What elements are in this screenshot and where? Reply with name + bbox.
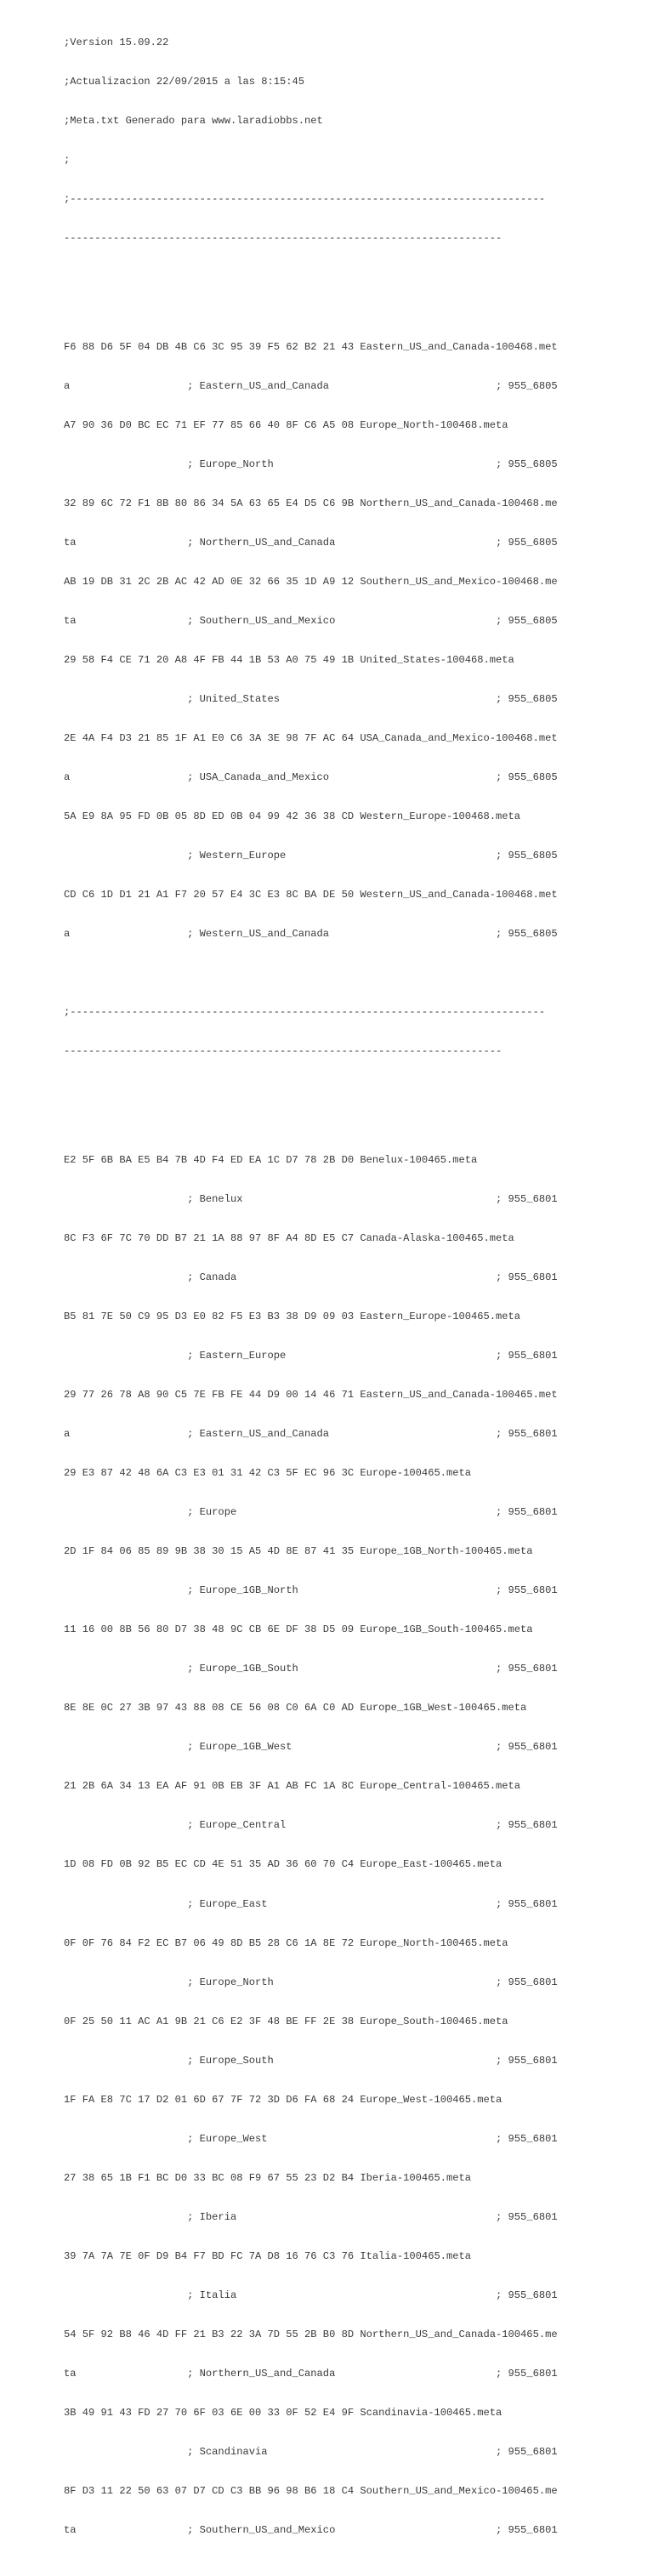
entry-line: 8F D3 11 22 50 63 07 D7 CD C3 BB 96 98 B6 18 C4 Southern_US_and_Mexico-100465.me <box>64 2484 558 2497</box>
header-line: ; <box>64 153 71 166</box>
entry-line: ; Europe_East ; 955_6801 <box>64 1897 558 1910</box>
entry-line: 5A E9 8A 95 FD 0B 05 8D ED 0B 04 99 42 36 38 CD Western_Europe-100468.meta <box>64 810 521 822</box>
entry-line: 39 7A 7A 7E 0F D9 B4 F7 BD FC 7A D8 16 76 C3 76 Italia-100465.meta <box>64 2249 471 2262</box>
entry-line: a ; Western_US_and_Canada ; 955_6805 <box>64 928 558 941</box>
header-line: ;Version 15.09.22 <box>64 36 169 48</box>
entry-line: AB 19 DB 31 2C 2B AC 42 AD 0E 32 66 35 1D A9 12 Southern_US_and_Mexico-100468.me <box>64 575 558 588</box>
section-100465 <box>64 1128 642 2563</box>
text-document <box>64 10 642 2576</box>
entry-line: A7 90 36 D0 BC EC 71 EF 77 85 66 40 8F C6 A5 08 Europe_North-100468.meta <box>64 418 508 431</box>
separator-line: ----------------------------------------------------------------------- <box>64 1045 503 1058</box>
entry-line: 8E 8E 0C 27 3B 97 43 88 08 CE 56 08 C0 6A C0 AD Europe_1GB_West-100465.meta <box>64 1702 527 1714</box>
entry-line: ; Europe_1GB_South ; 955_6801 <box>64 1663 558 1675</box>
entry-line: ; Europe_North ; 955_6801 <box>64 1976 558 1988</box>
entry-line: 0F 0F 76 84 F2 EC B7 06 49 8D B5 28 C6 1A 8E 72 Europe_North-100465.meta <box>64 1936 508 1949</box>
entry-line: B5 81 7E 50 C9 95 D3 E0 82 F5 E3 B3 38 D9 09 03 Eastern_Europe-100465.meta <box>64 1311 521 1323</box>
entry-line: ; Europe ; 955_6801 <box>64 1506 558 1519</box>
header-line: ;Actualizacion 22/09/2015 a las 8:15:45 <box>64 75 305 88</box>
entry-line: ta ; Northern_US_and_Canada ; 955_6805 <box>64 536 558 549</box>
entry-line: 29 E3 87 42 48 6A C3 E3 01 31 42 C3 5F EC 96 3C Europe-100465.meta <box>64 1467 471 1480</box>
entry-line: ; Benelux ; 955_6801 <box>64 1192 558 1205</box>
entry-line: ta ; Southern_US_and_Mexico ; 955_6801 <box>64 2524 558 2536</box>
entry-line: ; Europe_North ; 955_6805 <box>64 458 558 470</box>
entry-line: ; Europe_South ; 955_6801 <box>64 2054 558 2067</box>
separator-line: ;----------------------------------------------------------------------------- <box>64 1006 546 1019</box>
entry-line: ; Europe_Central ; 955_6801 <box>64 1819 558 1832</box>
entry-line: ; Eastern_Europe ; 955_6801 <box>64 1350 558 1362</box>
entry-line: 11 16 00 8B 56 80 D7 38 48 9C CB 6E DF 38 D5 09 Europe_1GB_South-100465.meta <box>64 1624 533 1636</box>
entry-line: ta ; Southern_US_and_Mexico ; 955_6805 <box>64 614 558 627</box>
entry-line: 54 5F 92 B8 46 4D FF 21 B3 22 3A 7D 55 2B B0 8D Northern_US_and_Canada-100465.me <box>64 2328 558 2340</box>
entry-line: a ; USA_Canada_and_Mexico ; 955_6805 <box>64 771 558 783</box>
entry-line: ; Europe_1GB_North ; 955_6801 <box>64 1584 558 1597</box>
separator-line: ----------------------------------------------------------------------- <box>64 231 503 244</box>
entry-line: ; Canada ; 955_6801 <box>64 1271 558 1283</box>
header-line: ;Meta.txt Generado para www.laradiobbs.net <box>64 114 323 127</box>
entry-line: ; Scandinavia ; 955_6801 <box>64 2445 558 2458</box>
entry-line: ta ; Northern_US_and_Canada ; 955_6801 <box>64 2367 558 2380</box>
entry-line: E2 5F 6B BA E5 B4 7B 4D F4 ED EA 1C D7 78 2B D0 Benelux-100465.meta <box>64 1153 478 1166</box>
entry-line: 2D 1F 84 06 85 89 9B 38 30 15 A5 4D 8E 87 41 35 Europe_1GB_North-100465.meta <box>64 1545 533 1558</box>
entry-line: 3B 49 91 43 FD 27 70 6F 03 6E 00 33 0F 52 E4 9F Scandinavia-100465.meta <box>64 2406 503 2419</box>
section-100468 <box>64 315 642 967</box>
entry-line: 1D 08 FD 0B 92 B5 EC CD 4E 51 35 AD 36 60 70 C4 Europe_East-100465.meta <box>64 1858 503 1871</box>
entry-line: 0F 25 50 11 AC A1 9B 21 C6 E2 3F 48 BE FF 2E 38 Europe_South-100465.meta <box>64 2015 508 2027</box>
entry-line: 32 89 6C 72 F1 8B 80 86 34 5A 63 65 E4 D5 C6 9B Northern_US_and_Canada-100468.me <box>64 497 558 509</box>
entry-line: a ; Eastern_US_and_Canada ; 955_6801 <box>64 1428 558 1441</box>
entry-line: 29 77 26 78 A8 90 C5 7E FB FE 44 D9 00 14 46 71 Eastern_US_and_Canada-100465.met <box>64 1389 558 1402</box>
entry-line: CD C6 1D D1 21 A1 F7 20 57 E4 3C E3 8C BA DE 50 Western_US_and_Canada-100468.met <box>64 889 558 901</box>
entry-line: ; Iberia ; 955_6801 <box>64 2210 558 2223</box>
entry-line: ; Europe_1GB_West ; 955_6801 <box>64 1741 558 1754</box>
entry-line: ; United_States ; 955_6805 <box>64 692 558 705</box>
entry-line: 29 58 F4 CE 71 20 A8 4F FB 44 1B 53 A0 75 49 1B United_States-100468.meta <box>64 653 514 666</box>
entry-line: ; Western_Europe ; 955_6805 <box>64 850 558 862</box>
entry-line: 2E 4A F4 D3 21 85 1F A1 E0 C6 3A 3E 98 7F AC 64 USA_Canada_and_Mexico-100468.met <box>64 731 558 744</box>
entry-line: ; Italia ; 955_6801 <box>64 2289 558 2301</box>
entry-line: F6 88 D6 5F 04 DB 4B C6 3C 95 39 F5 62 B2 21 43 Eastern_US_and_Canada-100468.met <box>64 340 558 353</box>
entry-line: 1F FA E8 7C 17 D2 01 6D 67 7F 72 3D D6 FA 68 24 Europe_West-100465.meta <box>64 2093 503 2106</box>
separator-line: ;----------------------------------------------------------------------------- <box>64 192 546 205</box>
entry-line: 8C F3 6F 7C 70 DD B7 21 1A 88 97 8F A4 8D E5 C7 Canada-Alaska-100465.meta <box>64 1231 514 1244</box>
entry-line: 21 2B 6A 34 13 EA AF 91 0B EB 3F A1 AB FC 1A 8C Europe_Central-100465.meta <box>64 1780 521 1793</box>
entry-line: 27 38 65 1B F1 BC D0 33 BC 08 F9 67 55 23 D2 B4 Iberia-100465.meta <box>64 2171 471 2184</box>
entry-line: a ; Eastern_US_and_Canada ; 955_6805 <box>64 379 558 392</box>
entry-line: ; Europe_West ; 955_6801 <box>64 2132 558 2145</box>
